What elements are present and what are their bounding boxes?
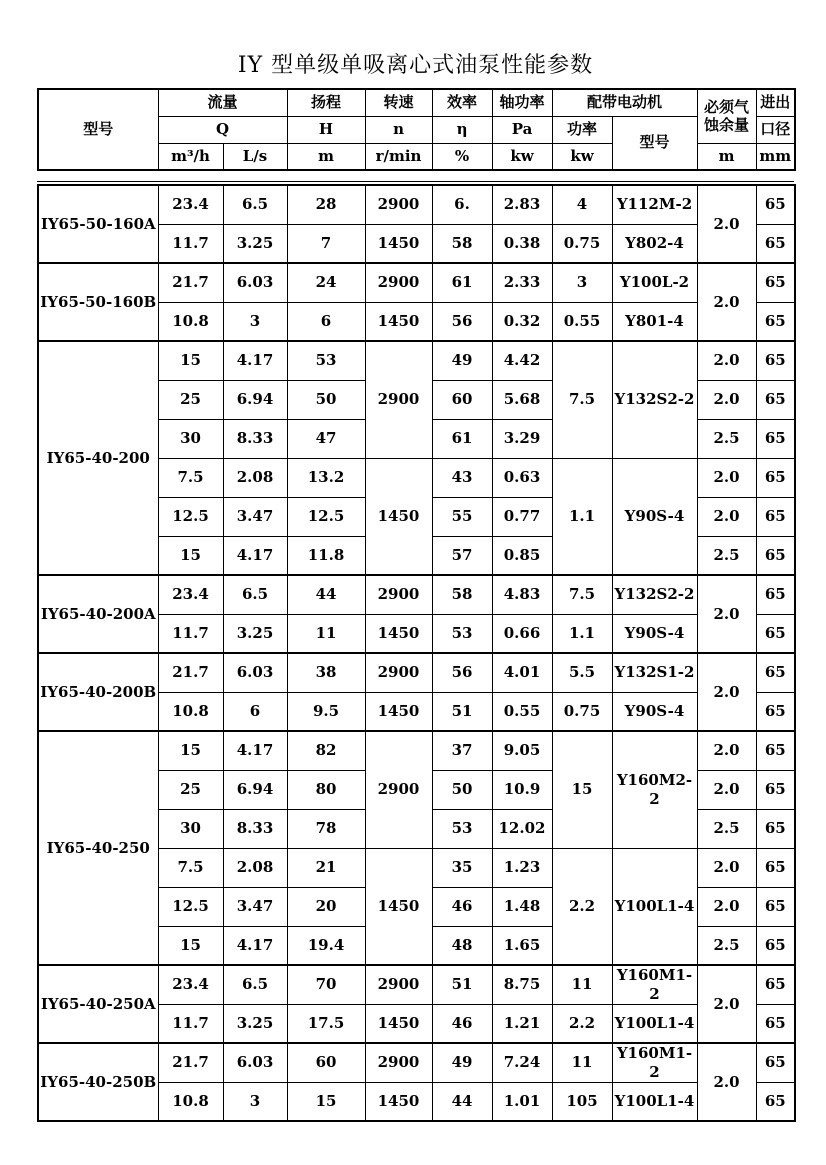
table-cell: Y112M-2	[612, 185, 697, 224]
pump-model-cell: IY65-40-200	[38, 341, 158, 575]
table-cell: 3.25	[223, 224, 287, 263]
table-cell: 65	[756, 419, 795, 458]
table-cell: 53	[287, 341, 365, 380]
table-cell: 2.0	[697, 887, 756, 926]
table-cell: 23.4	[158, 575, 223, 614]
table-cell: 51	[432, 692, 492, 731]
table-cell: 5.68	[492, 380, 552, 419]
table-cell: 2.0	[697, 653, 756, 731]
table-cell: 11.7	[158, 614, 223, 653]
header-inlet-outlet: 进出	[756, 89, 795, 116]
table-cell: 0.85	[492, 536, 552, 575]
table-cell: 4.17	[223, 536, 287, 575]
table-cell: 10.9	[492, 770, 552, 809]
table-row	[38, 965, 795, 1004]
table-cell: 21.7	[158, 1043, 223, 1082]
table-cell: 4.83	[492, 575, 552, 614]
table-cell: 82	[287, 731, 365, 770]
table-cell: 6.5	[223, 575, 287, 614]
table-cell: 49	[432, 1043, 492, 1082]
table-cell: 25	[158, 770, 223, 809]
table-cell: 58	[432, 224, 492, 263]
pump-model-cell: IY65-40-250B	[38, 1043, 158, 1121]
table-cell: 4.17	[223, 926, 287, 965]
header-eta-symbol: η	[432, 116, 492, 143]
table-cell: 15	[158, 536, 223, 575]
table-cell: 15	[158, 341, 223, 380]
table-cell: 1450	[365, 1004, 432, 1043]
table-cell: 7.5	[552, 575, 612, 614]
pump-model-cell: IY65-40-200A	[38, 575, 158, 653]
table-cell: Y90S-4	[612, 614, 697, 653]
table-cell: 11	[552, 1043, 612, 1082]
table-cell: 13.2	[287, 458, 365, 497]
table-cell: 65	[756, 1004, 795, 1043]
table-cell: 0.66	[492, 614, 552, 653]
table-cell: 3	[552, 263, 612, 302]
table-cell: 105	[552, 1082, 612, 1121]
header-flow: 流量	[158, 89, 287, 116]
unit-rmin: r/min	[365, 143, 432, 170]
table-row	[38, 341, 795, 380]
table-cell: 55	[432, 497, 492, 536]
unit-ls: L/s	[223, 143, 287, 170]
table-cell: 1.21	[492, 1004, 552, 1043]
table-cell: Y160M1-2	[612, 965, 697, 1004]
table-cell: 21.7	[158, 653, 223, 692]
header-shaft-power: 轴功率	[492, 89, 552, 116]
table-cell: 1450	[365, 302, 432, 341]
table-cell: 1.1	[552, 458, 612, 575]
header-pa-symbol: Pa	[492, 116, 552, 143]
pump-model-cell: IY65-40-250	[38, 731, 158, 965]
unit-npsh-m: m	[697, 143, 756, 170]
table-cell: 1.65	[492, 926, 552, 965]
table-cell: 4	[552, 185, 612, 224]
pump-model-cell: IY65-40-200B	[38, 653, 158, 731]
table-cell: 8.33	[223, 809, 287, 848]
table-cell: 2.5	[697, 536, 756, 575]
table-cell: 65	[756, 653, 795, 692]
table-cell: 65	[756, 614, 795, 653]
table-cell: 2.0	[697, 263, 756, 341]
table-cell: 1450	[365, 1082, 432, 1121]
table-cell: 56	[432, 302, 492, 341]
table-cell: 3.25	[223, 1004, 287, 1043]
table-cell: 46	[432, 1004, 492, 1043]
table-row	[38, 263, 795, 302]
table-cell: 1.1	[552, 614, 612, 653]
table-cell: Y100L1-4	[612, 848, 697, 965]
table-cell: 23.4	[158, 185, 223, 224]
table-cell: Y100L-2	[612, 263, 697, 302]
table-cell: 2900	[365, 731, 432, 848]
table-cell: 21.7	[158, 263, 223, 302]
table-cell: 60	[287, 1043, 365, 1082]
table-cell: 65	[756, 1043, 795, 1082]
header-diameter: 口径	[756, 116, 795, 143]
table-cell: 0.55	[492, 692, 552, 731]
table-cell: 1.23	[492, 848, 552, 887]
table-cell: 2.0	[697, 575, 756, 653]
table-cell: 0.63	[492, 458, 552, 497]
table-cell: 65	[756, 770, 795, 809]
table-cell: 20	[287, 887, 365, 926]
table-cell: 46	[432, 887, 492, 926]
table-cell: 1450	[365, 614, 432, 653]
table-cell: 7.5	[158, 848, 223, 887]
table-cell: 65	[756, 575, 795, 614]
table-cell: 30	[158, 419, 223, 458]
unit-m: m	[287, 143, 365, 170]
table-cell: 2.0	[697, 731, 756, 770]
table-cell: 6.03	[223, 1043, 287, 1082]
table-cell: 24	[287, 263, 365, 302]
table-cell: 15	[552, 731, 612, 848]
table-cell: 4.42	[492, 341, 552, 380]
table-cell: 9.05	[492, 731, 552, 770]
pump-table-rows	[38, 185, 795, 1121]
table-cell: 2.2	[552, 848, 612, 965]
header-npsh: 必须气蚀余量	[697, 89, 756, 143]
table-cell: 7.5	[158, 458, 223, 497]
table-cell: 65	[756, 497, 795, 536]
table-cell: 2900	[365, 965, 432, 1004]
table-cell: 15	[158, 731, 223, 770]
table-cell: 11.7	[158, 224, 223, 263]
header-motor: 配带电动机	[552, 89, 697, 116]
table-cell: 70	[287, 965, 365, 1004]
table-cell: 2.5	[697, 809, 756, 848]
table-cell: 65	[756, 809, 795, 848]
table-cell: 3.47	[223, 497, 287, 536]
table-cell: 23.4	[158, 965, 223, 1004]
header-model: 型号	[38, 89, 158, 170]
table-cell: 1.01	[492, 1082, 552, 1121]
table-cell: 44	[287, 575, 365, 614]
header-row-1	[38, 89, 795, 116]
header-motor-model: 型号	[612, 116, 697, 170]
table-cell: Y132S2-2	[612, 341, 697, 458]
table-cell: 21	[287, 848, 365, 887]
table-cell: Y90S-4	[612, 692, 697, 731]
table-cell: 6.94	[223, 380, 287, 419]
table-cell: 2.0	[697, 965, 756, 1043]
unit-kw-shaft: kw	[492, 143, 552, 170]
table-cell: 3.47	[223, 887, 287, 926]
table-cell: 1450	[365, 848, 432, 965]
table-cell: 12.5	[158, 887, 223, 926]
table-cell: 65	[756, 731, 795, 770]
table-cell: 0.32	[492, 302, 552, 341]
table-cell: 2.0	[697, 497, 756, 536]
table-cell: 65	[756, 224, 795, 263]
table-cell: 2900	[365, 1043, 432, 1082]
table-cell: 65	[756, 887, 795, 926]
table-cell: 10.8	[158, 1082, 223, 1121]
table-cell: 10.8	[158, 302, 223, 341]
table-cell: Y801-4	[612, 302, 697, 341]
table-cell: Y100L1-4	[612, 1082, 697, 1121]
table-cell: 12.5	[287, 497, 365, 536]
header-h-symbol: H	[287, 116, 365, 143]
table-row	[38, 185, 795, 224]
table-cell: 6.94	[223, 770, 287, 809]
table-cell: 11	[552, 965, 612, 1004]
table-cell: 7	[287, 224, 365, 263]
table-cell: 2900	[365, 263, 432, 302]
table-cell: 53	[432, 614, 492, 653]
table-gap	[37, 171, 795, 181]
table-cell: 56	[432, 653, 492, 692]
table-cell: 11.8	[287, 536, 365, 575]
pump-table-header	[37, 88, 796, 171]
table-cell: 2.33	[492, 263, 552, 302]
table-cell: 65	[756, 263, 795, 302]
table-cell: 48	[432, 926, 492, 965]
table-cell: 2.0	[697, 458, 756, 497]
table-cell: 2.2	[552, 1004, 612, 1043]
table-cell: 2.5	[697, 419, 756, 458]
table-cell: Y160M1-2	[612, 1043, 697, 1082]
table-cell: 2.0	[697, 185, 756, 263]
header-efficiency: 效率	[432, 89, 492, 116]
table-cell: Y802-4	[612, 224, 697, 263]
table-cell: 4.17	[223, 341, 287, 380]
table-cell: Y132S1-2	[612, 653, 697, 692]
table-cell: 3	[223, 302, 287, 341]
table-cell: 65	[756, 926, 795, 965]
table-cell: 61	[432, 419, 492, 458]
table-cell: 49	[432, 341, 492, 380]
table-cell: 7.5	[552, 341, 612, 458]
table-cell: Y90S-4	[612, 458, 697, 575]
table-cell: 17.5	[287, 1004, 365, 1043]
table-cell: 2900	[365, 341, 432, 458]
table-cell: 2.0	[697, 770, 756, 809]
pump-model-cell: IY65-50-160B	[38, 263, 158, 341]
table-cell: 8.33	[223, 419, 287, 458]
table-cell: 25	[158, 380, 223, 419]
table-cell: Y132S2-2	[612, 575, 697, 614]
table-cell: 65	[756, 965, 795, 1004]
table-cell: 78	[287, 809, 365, 848]
table-cell: 6	[287, 302, 365, 341]
table-cell: 2.5	[697, 926, 756, 965]
table-cell: 50	[432, 770, 492, 809]
table-cell: 2900	[365, 185, 432, 224]
table-cell: 1450	[365, 224, 432, 263]
table-row	[38, 731, 795, 770]
table-cell: 51	[432, 965, 492, 1004]
table-cell: 3	[223, 1082, 287, 1121]
table-cell: 43	[432, 458, 492, 497]
pump-table-body	[37, 184, 796, 1122]
table-cell: 65	[756, 692, 795, 731]
table-cell: 15	[287, 1082, 365, 1121]
table-cell: 50	[287, 380, 365, 419]
table-cell: 65	[756, 1082, 795, 1121]
table-cell: 8.75	[492, 965, 552, 1004]
table-cell: 47	[287, 419, 365, 458]
header-n-symbol: n	[365, 116, 432, 143]
table-row	[38, 575, 795, 614]
unit-kw-motor: kw	[552, 143, 612, 170]
table-cell: Y100L1-4	[612, 1004, 697, 1043]
table-cell: 0.75	[552, 692, 612, 731]
table-cell: 44	[432, 1082, 492, 1121]
table-cell: 57	[432, 536, 492, 575]
table-cell: 0.77	[492, 497, 552, 536]
table-cell: 4.01	[492, 653, 552, 692]
table-cell: 11	[287, 614, 365, 653]
table-cell: 53	[432, 809, 492, 848]
table-cell: 2.08	[223, 458, 287, 497]
table-cell: 15	[158, 926, 223, 965]
page-title: IY 型单级单吸离心式油泵性能参数	[237, 53, 594, 78]
table-cell: 38	[287, 653, 365, 692]
table-cell: 10.8	[158, 692, 223, 731]
table-cell: 6.	[432, 185, 492, 224]
table-cell: 11.7	[158, 1004, 223, 1043]
table-cell: 65	[756, 536, 795, 575]
table-cell: 6.5	[223, 185, 287, 224]
pump-model-cell: IY65-40-250A	[38, 965, 158, 1043]
table-cell: 4.17	[223, 731, 287, 770]
table-cell: 2.0	[697, 848, 756, 887]
table-cell: 1450	[365, 692, 432, 731]
table-cell: 12.5	[158, 497, 223, 536]
header-head: 扬程	[287, 89, 365, 116]
table-cell: 9.5	[287, 692, 365, 731]
table-cell: 37	[432, 731, 492, 770]
table-cell: 0.55	[552, 302, 612, 341]
table-cell: 80	[287, 770, 365, 809]
table-cell: 58	[432, 575, 492, 614]
table-cell: 0.38	[492, 224, 552, 263]
table-cell: 2900	[365, 575, 432, 614]
table-cell: 1.48	[492, 887, 552, 926]
table-cell: 3.29	[492, 419, 552, 458]
table-cell: 12.02	[492, 809, 552, 848]
header-q-symbol: Q	[158, 116, 287, 143]
unit-mm: mm	[756, 143, 795, 170]
table-cell: 65	[756, 848, 795, 887]
table-cell: 30	[158, 809, 223, 848]
table-cell: 65	[756, 185, 795, 224]
table-cell: Y160M2-2	[612, 731, 697, 848]
table-cell: 65	[756, 341, 795, 380]
table-cell: 65	[756, 302, 795, 341]
table-cell: 35	[432, 848, 492, 887]
table-cell: 2.08	[223, 848, 287, 887]
table-cell: 2900	[365, 653, 432, 692]
table-row	[38, 653, 795, 692]
table-cell: 61	[432, 263, 492, 302]
table-cell: 2.0	[697, 341, 756, 380]
table-cell: 60	[432, 380, 492, 419]
table-cell: 3.25	[223, 614, 287, 653]
table-cell: 2.0	[697, 380, 756, 419]
header-speed: 转速	[365, 89, 432, 116]
table-cell: 0.75	[552, 224, 612, 263]
header-motor-power: 功率	[552, 116, 612, 143]
table-cell: 7.24	[492, 1043, 552, 1082]
table-cell: 6.03	[223, 653, 287, 692]
table-cell: 6.5	[223, 965, 287, 1004]
table-cell: 6.03	[223, 263, 287, 302]
table-cell: 28	[287, 185, 365, 224]
table-split-line	[37, 181, 794, 182]
table-cell: 5.5	[552, 653, 612, 692]
unit-m3h: m³/h	[158, 143, 223, 170]
table-cell: 6	[223, 692, 287, 731]
table-cell: 65	[756, 458, 795, 497]
unit-percent: %	[432, 143, 492, 170]
table-cell: 2.83	[492, 185, 552, 224]
table-cell: 2.0	[697, 1043, 756, 1121]
pump-model-cell: IY65-50-160A	[38, 185, 158, 263]
table-row	[38, 1043, 795, 1082]
table-cell: 1450	[365, 458, 432, 575]
table-cell: 19.4	[287, 926, 365, 965]
table-cell: 65	[756, 380, 795, 419]
